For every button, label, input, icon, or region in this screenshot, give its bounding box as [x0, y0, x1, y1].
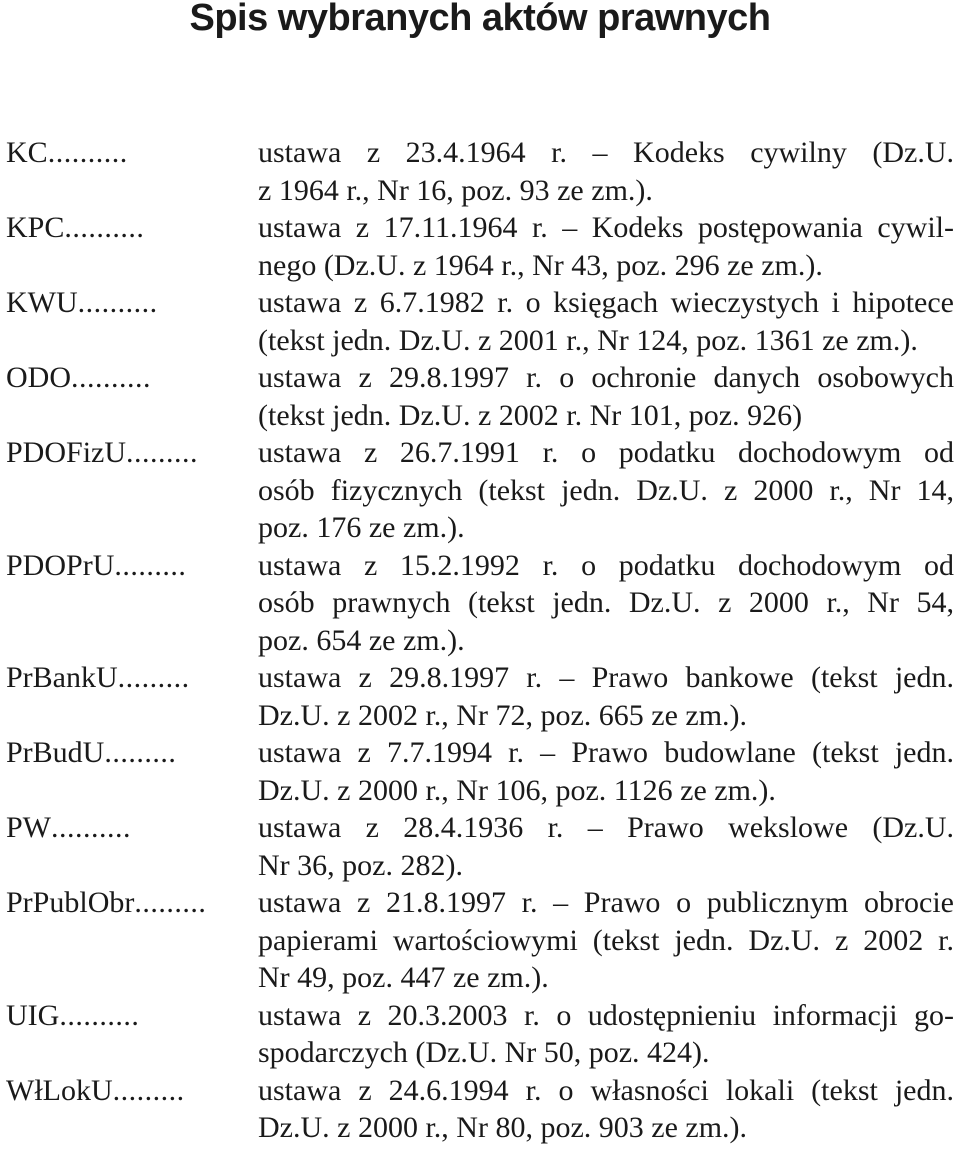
description-line: Nr 49, poz. 447 ze zm.). — [258, 961, 549, 994]
act-abbreviation — [6, 359, 258, 397]
act-abbreviation — [6, 1072, 258, 1110]
description-line: ustawa z 21.8.1997 r. – Prawo o publicznym obrocie — [258, 886, 954, 919]
legal-act-entry — [6, 997, 954, 1072]
description-line: ustawa z 26.7.1991 r. o podatku dochodowym od — [258, 436, 954, 469]
legal-act-entry — [6, 209, 954, 284]
description-line: osób prawnych (tekst jedn. Dz.U. z 2000 r., Nr 54, — [258, 586, 954, 619]
description-line: ustawa z 29.8.1997 r. – Prawo bankowe (tekst jedn. — [258, 661, 954, 694]
description-line: Nr 36, poz. 282). — [258, 848, 463, 882]
description-line: ustawa z 15.2.1992 r. o podatku dochodowym od — [258, 548, 954, 582]
description-line: spodarczych (Dz.U. Nr 50, poz. 424). — [258, 1036, 710, 1069]
act-abbreviation — [6, 284, 258, 322]
legal-act-entry — [6, 734, 954, 809]
description-line: poz. 176 ze zm.). — [258, 511, 465, 544]
description-line: ustawa z 7.7.1994 r. – Prawo budowlane (tekst jedn. — [258, 736, 954, 769]
description-line: ustawa z 29.8.1997 r. o ochronie danych osobowych — [258, 361, 954, 394]
description-line: ustawa z 23.4.1964 r. – Kodeks cywilny (Dz.U. — [258, 136, 954, 169]
legal-act-entry — [6, 1072, 954, 1147]
description-line: (tekst jedn. Dz.U. z 2001 r., Nr 124, poz. 1361 ze zm.). — [258, 323, 918, 357]
legal-act-entry — [6, 359, 954, 434]
act-abbreviation — [6, 659, 258, 697]
act-abbreviation — [6, 434, 258, 472]
leader-dots: ......... — [114, 548, 187, 582]
act-description — [258, 1072, 954, 1147]
act-abbreviation — [6, 884, 258, 922]
act-description — [258, 659, 954, 734]
leader-dots: .......... — [47, 136, 128, 169]
description-line: osób fizycznych (tekst jedn. Dz.U. z 2000 r., Nr 14, — [258, 473, 954, 507]
abbreviation-text: PDOPrU — [6, 548, 115, 582]
description-line: papierami wartościowymi (tekst jedn. Dz.U. z 2002 r. — [258, 923, 954, 957]
leader-dots: ......... — [117, 661, 190, 694]
description-line: Dz.U. z 2002 r., Nr 72, poz. 665 ze zm.). — [258, 698, 748, 732]
act-description — [258, 809, 954, 884]
description-line: ustawa z 20.3.2003 r. o udostępnieniu informacji go- — [258, 998, 954, 1032]
description-line: Dz.U. z 2000 r., Nr 106, poz. 1126 ze zm.). — [258, 773, 776, 807]
legal-act-entry — [6, 134, 954, 209]
abbreviation-text: WłLokU — [6, 1073, 113, 1107]
leader-dots: .......... — [77, 286, 158, 319]
description-line: ustawa z 6.7.1982 r. o księgach wieczystych i hipotece — [258, 286, 954, 319]
act-description — [258, 209, 954, 284]
legal-act-entry — [6, 809, 954, 884]
description-line: Dz.U. z 2000 r., Nr 80, poz. 903 ze zm.). — [258, 1111, 748, 1144]
act-description — [258, 547, 954, 660]
act-description — [258, 284, 954, 359]
abbreviation-text: PrPublObr — [6, 886, 135, 919]
act-description — [258, 359, 954, 434]
legal-act-entry — [6, 284, 954, 359]
abbreviation-text: PrBudU — [6, 736, 105, 769]
abbreviation-text: PDOFizU — [6, 436, 127, 469]
description-line: poz. 654 ze zm.). — [258, 623, 465, 657]
legal-act-entry — [6, 434, 954, 547]
page-title: Spis wybranych aktów prawnych — [189, 0, 771, 39]
abbreviation-text: ODO — [6, 361, 71, 394]
legal-acts-list — [6, 134, 954, 1147]
abbreviation-text: PW — [6, 811, 51, 844]
act-description — [258, 734, 954, 809]
act-abbreviation — [6, 209, 258, 247]
description-line: nego (Dz.U. z 1964 r., Nr 43, poz. 296 ze zm.). — [258, 248, 823, 282]
legal-act-entry — [6, 547, 954, 660]
leader-dots: ......... — [134, 886, 207, 919]
abbreviation-text: KWU — [6, 286, 78, 319]
act-description — [258, 884, 954, 997]
act-description — [258, 997, 954, 1072]
abbreviation-text: KPC — [6, 211, 65, 244]
legal-act-entry — [6, 659, 954, 734]
description-line: z 1964 r., Nr 16, poz. 93 ze zm.). — [258, 173, 653, 207]
description-line: ustawa z 17.11.1964 r. – Kodeks postępowania cywil- — [258, 211, 954, 244]
leader-dots: ......... — [104, 736, 177, 769]
abbreviation-text: KC — [6, 136, 48, 169]
leader-dots: .......... — [71, 361, 151, 394]
leader-dots: .......... — [51, 811, 131, 844]
abbreviation-text: PrBankU — [6, 661, 118, 694]
act-abbreviation — [6, 734, 258, 772]
leader-dots: .......... — [64, 211, 145, 244]
act-description — [258, 434, 954, 547]
description-line: ustawa z 28.4.1936 r. – Prawo wekslowe (Dz.U. — [258, 811, 954, 844]
leader-dots: ......... — [126, 436, 199, 469]
leader-dots: ......... — [112, 1073, 185, 1107]
act-abbreviation — [6, 997, 258, 1035]
leader-dots: .......... — [59, 998, 140, 1032]
legal-act-entry — [6, 884, 954, 997]
act-abbreviation — [6, 134, 258, 172]
abbreviation-text: UIG — [6, 998, 60, 1032]
act-abbreviation — [6, 547, 258, 585]
act-abbreviation — [6, 809, 258, 847]
description-line: (tekst jedn. Dz.U. z 2002 r. Nr 101, poz. 926) — [258, 398, 803, 432]
act-description — [258, 134, 954, 209]
description-line: ustawa z 24.6.1994 r. o własności lokali (tekst jedn. — [258, 1073, 954, 1107]
